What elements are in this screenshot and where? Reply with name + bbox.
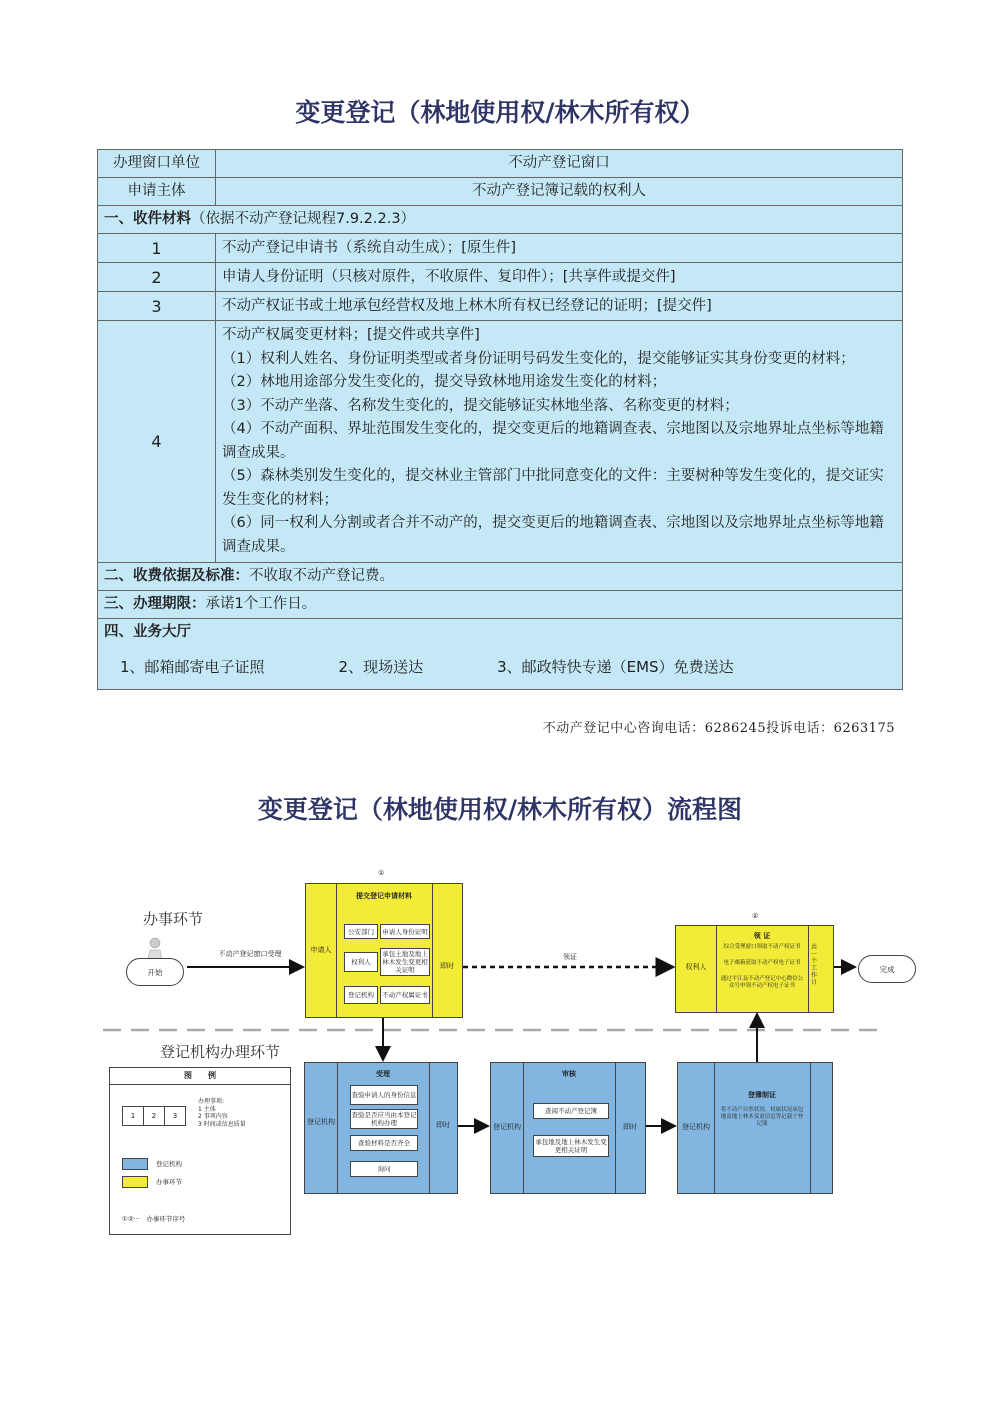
row-unit [98,150,903,178]
hall-options [104,643,896,686]
material-text: 不动产登记申请书（系统自动生成）；[原生件] [216,234,903,263]
legend-sample [122,1106,186,1126]
step1-title: 提交登记申请材料 [356,892,412,900]
section-period [98,591,903,619]
step2-line: 通过平江县不动产登记中心微信公众号申领不动产权电子证书 [720,976,804,989]
material-row [98,321,903,563]
section-fees-text: 不收取不动产登记费。 [249,568,394,584]
section-hall-title: 四、业务大厅 [104,624,191,640]
flowchart-title: 变更登记（林地使用权/林木所有权）流程图 [257,795,743,824]
material-row [98,234,903,263]
material-row [98,263,903,292]
section-fees [98,563,903,591]
material-text-multi [216,321,903,563]
step1-cell: 承包土地及地上林木发生变更相关证明 [380,948,430,976]
section-materials-basis: （依据不动产登记规程7.9.2.2.3） [191,211,416,227]
legend-blue-swatch [122,1158,148,1170]
material-num: 4 [98,321,216,563]
row-unit-label: 办理窗口单位 [98,150,216,178]
hall-option: 3、邮政特快专递（EMS）免费送达 [497,658,734,676]
material-num: 3 [98,292,216,321]
step1-cell: 登记机构 [344,986,378,1004]
lane-bottom-label: 登记机构办理环节 [160,1043,281,1061]
legend-yellow-label: 办事环节 [156,1178,182,1186]
record-box [677,1062,833,1194]
step1-number: ① [378,869,385,877]
legend-desc-line: 办理事项: [198,1098,225,1105]
record-actor: 登记机构 [682,1123,710,1131]
row-unit-value: 不动产登记窗口 [216,150,903,178]
legend-sample-cell: 1 [123,1107,144,1125]
review-title: 审核 [562,1070,576,1078]
row-subject-label: 申请主体 [98,178,216,206]
review-cell: 承包地及地上林木发生变更相关证明 [533,1135,609,1157]
step2-actor: 权利人 [685,963,707,971]
step2-title: 领 证 [753,932,771,940]
row-subject [98,178,903,206]
material-line: （1）权利人姓名、身份证明类型或者身份证明号码发生变化的，提交能够证实其身份变更的材料； [222,350,855,367]
step1-cell: 申请人身份证明 [380,924,430,939]
person-icon [148,938,162,962]
step1-actor: 申请人 [310,946,332,954]
legend-seq-label: ①②··· 办事环节序号 [122,1215,186,1223]
legend-desc [198,1098,246,1128]
hall-option: 2、现场送达 [338,658,424,676]
document-title: 变更登记（林地使用权/林木所有权） [295,98,705,127]
legend-yellow-swatch [122,1176,148,1188]
step1-box [305,883,463,1018]
step2-box [675,925,834,1013]
material-line: （6）同一权利人分割或者合并不动产的，提交变更后的地籍调查表、宗地图以及宗地界址点坐标等地籍调查成果。 [222,515,884,555]
legend-title: 图 例 [110,1068,290,1085]
material-row [98,292,903,321]
material-text: 申请人身份证明（只核对原件，不收原件、复印件）；[共享件或提交件] [216,263,903,292]
finish-node: 完成 [858,955,916,983]
step1-time: 即时 [440,962,454,970]
accept-label: 不动产登记窗口受理 [218,950,282,958]
step1-cell: 不动产权属证书 [380,986,430,1004]
legend-desc-line: 2 事项内容 [198,1113,228,1120]
section-fees-title: 二、收费依据及标准： [104,568,249,584]
legend-sample-cell: 3 [172,1112,178,1120]
section-period-text: 承诺1个工作日。 [205,596,317,612]
legend-desc-line: 3 时间或信息质量 [198,1120,246,1128]
accept-cell: 查验申请人的身份信息 [350,1085,418,1105]
step1-cell: 权利人 [344,952,378,972]
info-table [97,149,903,690]
material-line: （5）森林类别发生变化的，提交林业主管部门中批同意变化的文件：主要树种等发生变化的，提交证实发生变化的材料； [222,468,884,508]
lane-top-label: 办事环节 [143,910,204,928]
material-num: 2 [98,263,216,292]
accept-cell: 询问 [350,1161,418,1177]
collect-label: 领证 [563,953,577,961]
accept-cell: 查验材料是否齐全 [350,1135,418,1151]
review-actor: 登记机构 [493,1123,521,1131]
row-subject-value: 不动产登记簿记载的权利人 [216,178,903,206]
material-line: （4）不动产面积、界址范围发生变化的，提交变更后的地籍调查表、宗地图以及宗地界址点坐标等地籍调查成果。 [222,421,884,461]
step2-line: 综合受理窗口领取不动产权证书 [723,944,801,950]
step2-number: ② [752,912,759,920]
accept-time: 即时 [436,1121,450,1129]
legend-desc-line: 1 主体 [198,1105,216,1113]
accept-title: 受理 [376,1070,390,1078]
accept-box [304,1062,458,1194]
section-hall [98,619,903,690]
accept-actor: 登记机构 [307,1118,335,1126]
section-period-title: 三、办理期限： [104,596,206,612]
record-title: 登簿制证 [748,1091,776,1099]
material-line: （2）林地用途部分发生变化的，提交导致林地用途发生变化的材料； [222,374,667,390]
legend-sample-cell: 2 [144,1107,165,1125]
legend-blue-label: 登记机构 [156,1160,182,1168]
legend-box [109,1067,291,1235]
section-materials-header [98,206,903,234]
material-num: 1 [98,234,216,263]
step2-line: 电子邮箱获取不动产权电子证书 [723,960,801,966]
review-cell: 查阅不动产登记簿 [533,1103,609,1119]
step1-cell: 公安部门 [344,924,378,939]
review-box [490,1062,646,1194]
record-text: 将不动产自然状况、权属状况承包地及地上林木变更信息等记载于登记簿 [720,1107,804,1127]
material-line: 不动产权属变更材料；[提交件或共享件] [222,327,480,343]
material-line: （3）不动产坐落、名称发生变化的，提交能够证实林地坐落、名称变更的材料； [222,397,739,414]
step2-time: 共一个工作日 [810,944,817,986]
hall-option: 1、邮箱邮寄电子证照 [120,658,265,676]
material-text: 不动产权证书或土地承包经营权及地上林木所有权已经登记的证明；[提交件] [216,292,903,321]
start-node: 开始 [126,958,184,986]
review-time: 即时 [623,1123,637,1131]
section-materials-title: 一、收件材料 [104,211,191,227]
contact-phones: 不动产登记中心咨询电话：6286245投诉电话：6263175 [542,721,895,736]
accept-cell: 查验是否应当由本登记机构办理 [351,1111,417,1127]
